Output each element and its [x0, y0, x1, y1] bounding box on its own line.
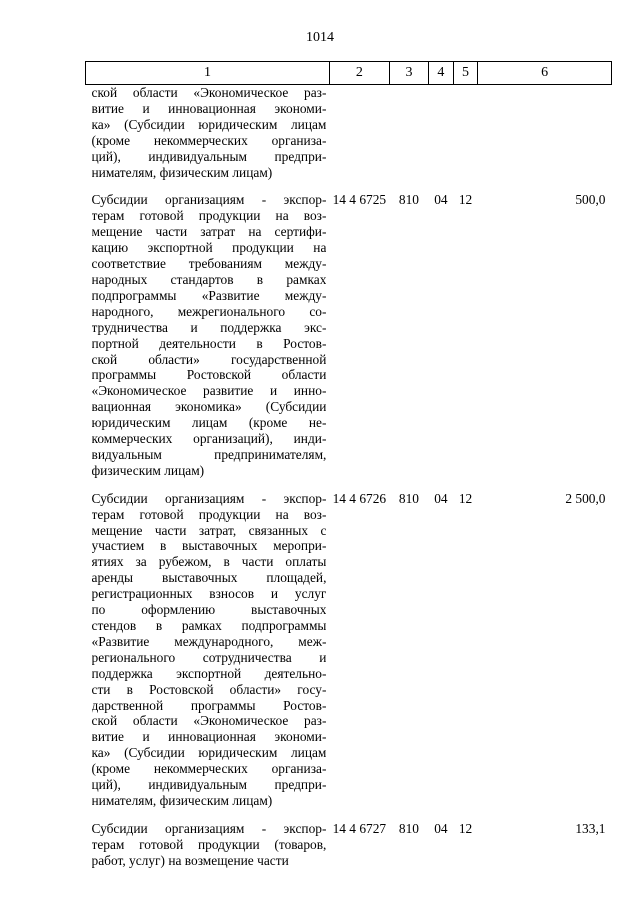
row-description [86, 180, 330, 478]
row-subsection [453, 85, 478, 181]
row-description [86, 479, 330, 809]
description-line: «Развитие международного, меж- [91, 633, 327, 649]
row-section: 04 [434, 490, 448, 506]
description-line: ской области «Экономическое раз- [91, 713, 327, 729]
description-line: «Экономическое развитие и инно- [91, 383, 327, 399]
description-line: терам готовой продукции (товаров, [91, 836, 327, 852]
description-line: нимателям, физическим лицам) [91, 164, 273, 180]
description-line: работ, услуг) на возмещение части [91, 852, 289, 868]
description-line: физическим лицам) [91, 462, 205, 478]
description-line: ятиях за рубежом, в части оплаты [91, 554, 327, 570]
description-line: нимателям, физическим лицам) [91, 792, 273, 808]
row-subsection: 12 [458, 820, 473, 836]
description-line: портной деятельности в Ростов- [91, 335, 327, 351]
description-line: (кроме некоммерческих организа- [91, 132, 327, 148]
description-line: программы Ростовской области [91, 367, 327, 383]
row-amount: 500,0 [575, 192, 606, 208]
description-line: витие и инновационная экономи- [91, 100, 327, 116]
row-target-article: 14 4 6727 [332, 820, 387, 836]
description-line: соответствие требованиям между- [91, 256, 327, 272]
description-line: дарственной программы Ростов- [91, 697, 327, 713]
table-row [86, 809, 612, 869]
description-line: ций), индивидуальным предпри- [91, 777, 327, 793]
description-line: трудничества и поддержка экс- [91, 319, 327, 335]
description-line: ской области «Экономическое раз- [91, 85, 327, 100]
description-line: поддержка экспортной деятельно- [91, 665, 327, 681]
description-line: мещение части затрат на сертифи- [91, 224, 327, 240]
header-col-6: 6 [478, 62, 612, 85]
header-col-5: 5 [453, 62, 478, 85]
description-line: стендов в рамках подпрограммы [91, 618, 327, 633]
row-section: 04 [434, 820, 448, 836]
row-target-article: 14 4 6726 [332, 490, 387, 506]
description-line: ской области» государственной [91, 351, 327, 367]
description-line: народного, межрегионального со- [91, 303, 327, 319]
description-line: регионального сотрудничества и [91, 649, 327, 665]
row-description [86, 85, 330, 181]
description-line: ка» (Субсидии юридическим лицам [91, 116, 327, 132]
row-amount: 2 500,0 [565, 490, 606, 506]
description-line: Субсидии организациям - экспор- [91, 820, 327, 836]
header-col-2: 2 [329, 62, 389, 85]
table-header-row [86, 62, 612, 85]
description-line: (кроме некоммерческих организа- [91, 761, 327, 777]
description-line: коммерческих организаций), инди- [91, 431, 327, 447]
description-line: терам готовой продукции на воз- [91, 208, 327, 224]
table-row [86, 85, 612, 181]
description-line: видуальным предпринимателям, [91, 446, 327, 462]
row-section: 04 [434, 192, 448, 208]
header-col-1: 1 [86, 62, 330, 85]
description-line: участием в выставочных меропри- [91, 538, 327, 554]
description-line: регистрационных взносов и услуг [91, 586, 327, 602]
header-col-3: 3 [389, 62, 428, 85]
description-line: подпрограммы «Развитие между- [91, 287, 327, 303]
row-expense-type: 810 [398, 490, 419, 506]
row-amount: 133,1 [575, 820, 606, 836]
description-line: ций), индивидуальным предпри- [91, 148, 327, 164]
description-line: вационная экономика» (Субсидии [91, 399, 327, 415]
description-line: сти в Ростовской области» госу- [91, 681, 327, 697]
description-line: Субсидии организациям - экспор- [91, 490, 327, 506]
description-line: Субсидии организациям - экспор- [91, 192, 327, 208]
row-amount [478, 85, 612, 181]
table-body [86, 85, 612, 869]
description-line: мещение части затрат, связанных с [91, 522, 327, 538]
page-number: 1014 [306, 30, 334, 45]
description-line: ка» (Субсидии юридическим лицам [91, 745, 327, 761]
description-line: аренды выставочных площадей, [91, 570, 327, 586]
row-expense-type [389, 85, 428, 181]
description-line: народных стандартов в рамках [91, 271, 327, 287]
row-subsection: 12 [458, 192, 473, 208]
budget-table [85, 61, 612, 869]
description-line: витие и инновационная экономи- [91, 729, 327, 745]
description-line: по оформлению выставочных [91, 602, 327, 618]
description-line: кацию экспортной продукции на [91, 240, 327, 256]
row-expense-type: 810 [398, 820, 419, 836]
row-section [429, 85, 454, 181]
row-description [86, 809, 330, 869]
row-expense-type: 810 [398, 192, 419, 208]
table-row [86, 180, 612, 478]
header-col-4: 4 [429, 62, 454, 85]
description-line: терам готовой продукции на воз- [91, 506, 327, 522]
row-subsection: 12 [458, 490, 473, 506]
row-target-article [329, 85, 389, 181]
description-line: юридическим лицам (кроме не- [91, 415, 327, 431]
row-target-article: 14 4 6725 [332, 192, 387, 208]
table-row [86, 479, 612, 809]
